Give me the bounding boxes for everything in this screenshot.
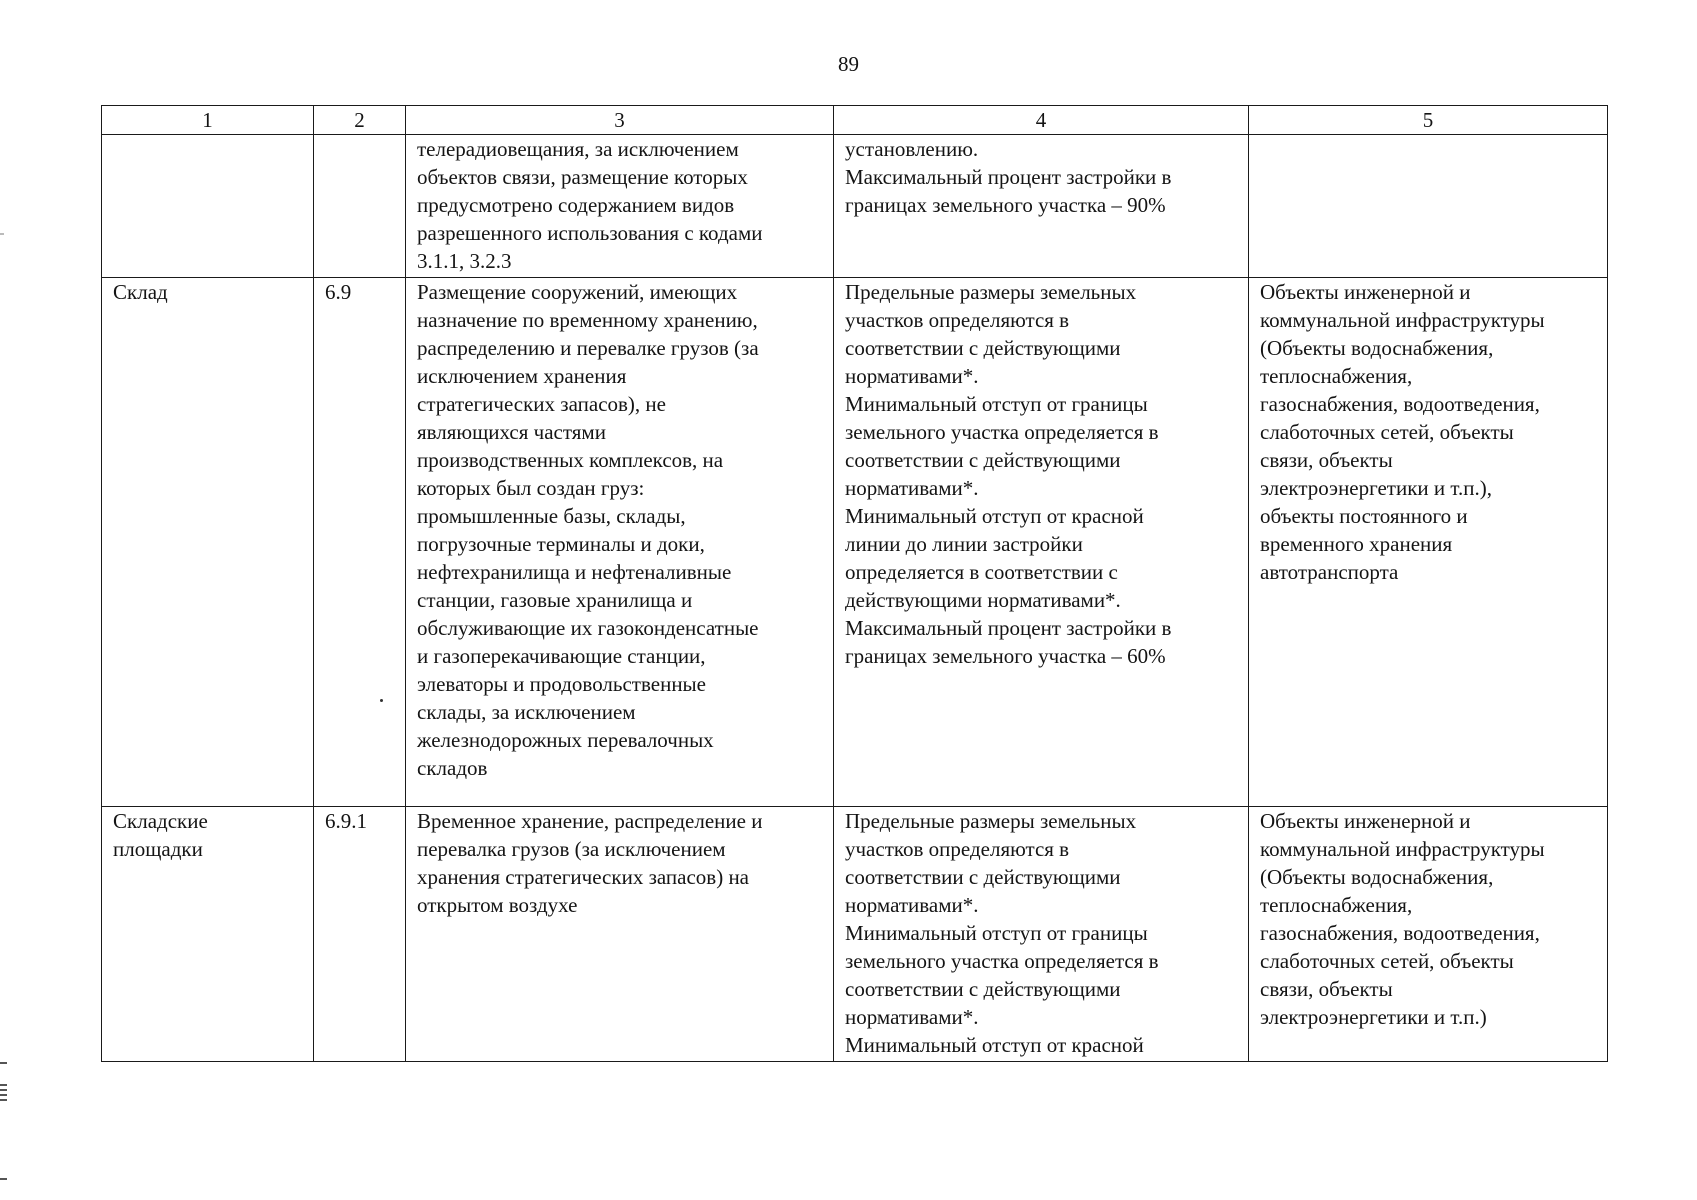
use-parameters-text: Предельные размеры земельных участков определяются в соответствии с действующими нормативами*. Минимальный отступ от границы земельного участка определяется в соответствии с действующими нормативами*. Минимальный отступ от красной	[845, 809, 1159, 1057]
scan-dot	[380, 699, 383, 702]
use-name-text: Складские площадки	[113, 809, 208, 861]
use-description-cell	[406, 278, 834, 807]
table-row	[102, 135, 1608, 278]
use-name-cell	[102, 135, 314, 278]
land-use-table	[101, 105, 1608, 1062]
use-parameters-text: установлению. Максимальный процент застройки в границах земельного участка – 90%	[845, 137, 1172, 217]
auxiliary-use-text: Объекты инженерной и коммунальной инфраструктуры (Объекты водоснабжения, теплоснабжения, газоснабжения, водоотведения, слаботочных сетей, объекты связи, объекты электроэнергетики и т.п.), объекты постоянного и временного хранения автотранспорта	[1260, 280, 1545, 584]
use-description-text: Временное хранение, распределение и перевалка грузов (за исключением хранения стратегических запасов) на открытом воздухе	[417, 809, 763, 917]
table-row	[102, 807, 1608, 1062]
auxiliary-use-cell	[1249, 278, 1608, 807]
use-description-text: телерадиовещания, за исключением объектов связи, размещение которых предусмотрено содержанием видов разрешенного использования с кодами 3.1.1, 3.2.3	[417, 137, 763, 273]
use-code-text: 6.9	[325, 280, 352, 304]
use-description-text: Размещение сооружений, имеющих назначение по временному хранению, распределению и перевалке грузов (за исключением хранения стратегических запасов), не являющихся частями производственных комплексов, на которых был создан груз: промышленные базы, склады, погрузочные терминалы и доки, нефтехранилища и нефтеналивные станции, газовые хранилища и обслуживающие их газоконденсатные и газоперекачивающие станции, элеваторы и продовольственные склады, за исключением железнодорожных перевалочных складов	[417, 280, 759, 780]
auxiliary-use-cell	[1249, 807, 1608, 1062]
scan-artifact	[0, 1099, 7, 1101]
use-code-cell	[314, 807, 406, 1062]
column-header-1: 1	[102, 106, 314, 135]
table-header-row	[102, 106, 1608, 135]
column-header-5: 5	[1249, 106, 1608, 135]
scan-artifact	[0, 233, 4, 235]
table-row	[102, 278, 1608, 807]
use-name-cell	[102, 278, 314, 807]
use-parameters-cell	[834, 135, 1249, 278]
use-code-cell	[314, 278, 406, 807]
use-parameters-cell	[834, 807, 1249, 1062]
scan-artifact	[0, 1084, 7, 1086]
scan-artifact	[0, 1089, 7, 1091]
use-name-text: Склад	[113, 280, 168, 304]
auxiliary-use-text: Объекты инженерной и коммунальной инфраструктуры (Объекты водоснабжения, теплоснабжения, газоснабжения, водоотведения, слаботочных сетей, объекты связи, объекты электроэнергетики и т.п.)	[1260, 809, 1545, 1029]
column-header-3: 3	[406, 106, 834, 135]
use-name-cell	[102, 807, 314, 1062]
use-description-cell	[406, 135, 834, 278]
column-header-4: 4	[834, 106, 1249, 135]
use-description-cell	[406, 807, 834, 1062]
use-parameters-text: Предельные размеры земельных участков определяются в соответствии с действующими нормативами*. Минимальный отступ от границы земельного участка определяется в соответствии с действующими нормативами*. Минимальный отступ от красной линии до линии застройки определяется в соответствии с действующими нормативами*. Максимальный процент застройки в границах земельного участка – 60%	[845, 280, 1172, 668]
scan-artifact	[0, 1178, 7, 1180]
use-code-cell	[314, 135, 406, 278]
scan-artifact	[0, 1062, 7, 1064]
scan-artifact	[0, 1094, 7, 1096]
column-header-2: 2	[314, 106, 406, 135]
use-code-text: 6.9.1	[325, 809, 367, 833]
page-number: 89	[838, 52, 859, 76]
use-parameters-cell	[834, 278, 1249, 807]
auxiliary-use-cell	[1249, 135, 1608, 278]
